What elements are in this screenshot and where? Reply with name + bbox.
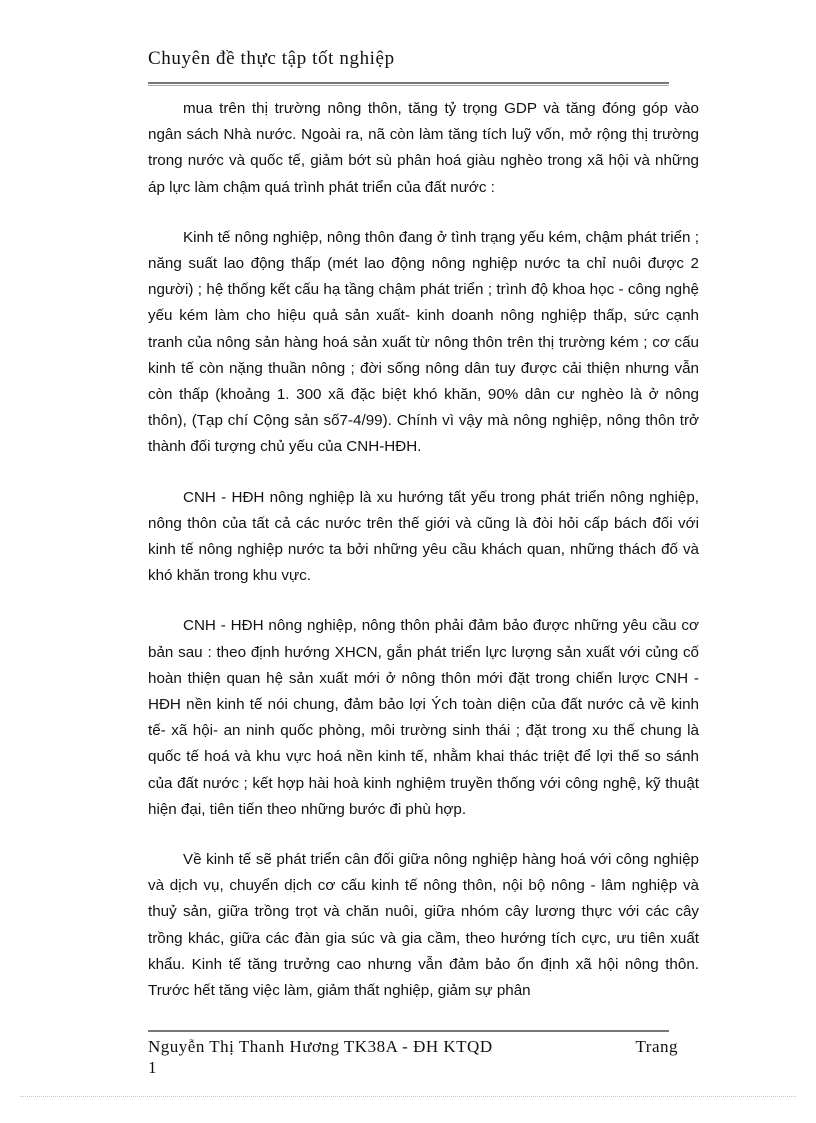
page-break-line xyxy=(20,1096,796,1097)
footer-author: Nguyễn Thị Thanh Hương TK38A - ĐH KTQD xyxy=(148,1037,493,1056)
paragraph: CNH - HĐH nông nghiệp là xu hướng tất yếu trong phát triển nông nghiệp, nông thôn của tất cả các nước trên thế giới và cũng là đòi hỏi cấp bách đối với kinh tế nông nghiệp nước ta bởi những yêu cầu khách quan, những thách đố và khó khăn trong khu vực. xyxy=(148,488,699,585)
footer-divider xyxy=(148,1030,669,1032)
header-divider xyxy=(148,82,669,86)
page-title: Chuyên đề thực tập tốt nghiệp xyxy=(148,48,395,69)
document-body xyxy=(148,96,699,1028)
paragraph xyxy=(148,96,699,201)
footer-page-label: Trang xyxy=(635,1037,678,1056)
paragraph: CNH - HĐH nông nghiệp, nông thôn phải đảm bảo được những yêu cầu cơ bản sau : theo định hướng XHCN, gắn phát triển lực lượng sản xuất với củng cố hoàn thiện quan hệ sản xuất mới ở nông thôn mới đặt trong chiến lược CNH - HĐH nền kinh tế nói chung, đảm bảo lợi Ých toàn diện của đất nước cả về kinh tế- xã hội- an ninh quốc phòng, môi trường sinh thái ; đặt trong xu thế chung là quốc tế hoá và khu vực hoá nền kinh tế, nhằm khai thác triệt để lợi thế so sánh của đất nước ; kết hợp hài hoà kinh nghiệm truyền thống với công nghệ, kỹ thuật hiện đại, tiên tiến theo những bước đi phù hợp. xyxy=(148,617,699,818)
page-footer xyxy=(148,1036,678,1078)
paragraph-text: mua trên thị trường nông thôn, tăng tỷ trọng GDP và tăng đóng góp vào ngân sách Nhà nước. Ngoài ra, nã còn làm tăng tích luỹ vốn, mở rộng thị trường trong nước và quốc tế, giảm bớt sù phân hoá giàu nghèo trong xã hội và những áp lực làm chậm quá trình phát triển của đất nước : xyxy=(148,100,699,196)
paragraph: Về kinh tế sẽ phát triển cân đối giữa nông nghiệp hàng hoá với công nghiệp và dịch vụ, chuyển dịch cơ cấu kinh tế nông thôn, nội bộ nông - lâm nghiệp và thuỷ sản, giữa trồng trọt và chăn nuôi, giữa nhóm cây lương thực với các cây trồng khác, giữa các đàn gia súc và gia cầm, theo hướng tích cực, ưu tiên xuất khẩu. Kinh tế tăng trưởng cao nhưng vẫn đảm bảo ổn định xã hội nông thôn. Trước hết tăng việc làm, giảm thất nghiệp, giảm sự phân xyxy=(148,851,699,1000)
paragraph: Kinh tế nông nghiệp, nông thôn đang ở tình trạng yếu kém, chậm phát triển ; năng suất lao động thấp (mét lao động nông nghiệp nước ta chỉ nuôi được 2 người) ; hệ thống kết cấu hạ tầng chậm phát triển ; trình độ khoa học - công nghệ yếu kém làm cho hiệu quả sản xuất- kinh doanh nông nghiệp thấp, sức cạnh tranh của nông sản hàng hoá sản xuất từ nông thôn trên thị trường kém ; cơ cấu kinh tế còn nặng thuần nông ; đời sống nông dân tuy được cải thiện nhưng vẫn còn thấp (khoảng 1. 300 xã đặc biệt khó khăn, 90% dân cư nghèo là ở nông thôn), (Tạp chí Cộng sản số7-4/99). Chính vì vậy mà nông nghiệp, nông thôn trở thành đối tượng chủ yếu của CNH-HĐH. xyxy=(148,228,699,456)
footer-page-number: 1 xyxy=(148,1058,157,1077)
